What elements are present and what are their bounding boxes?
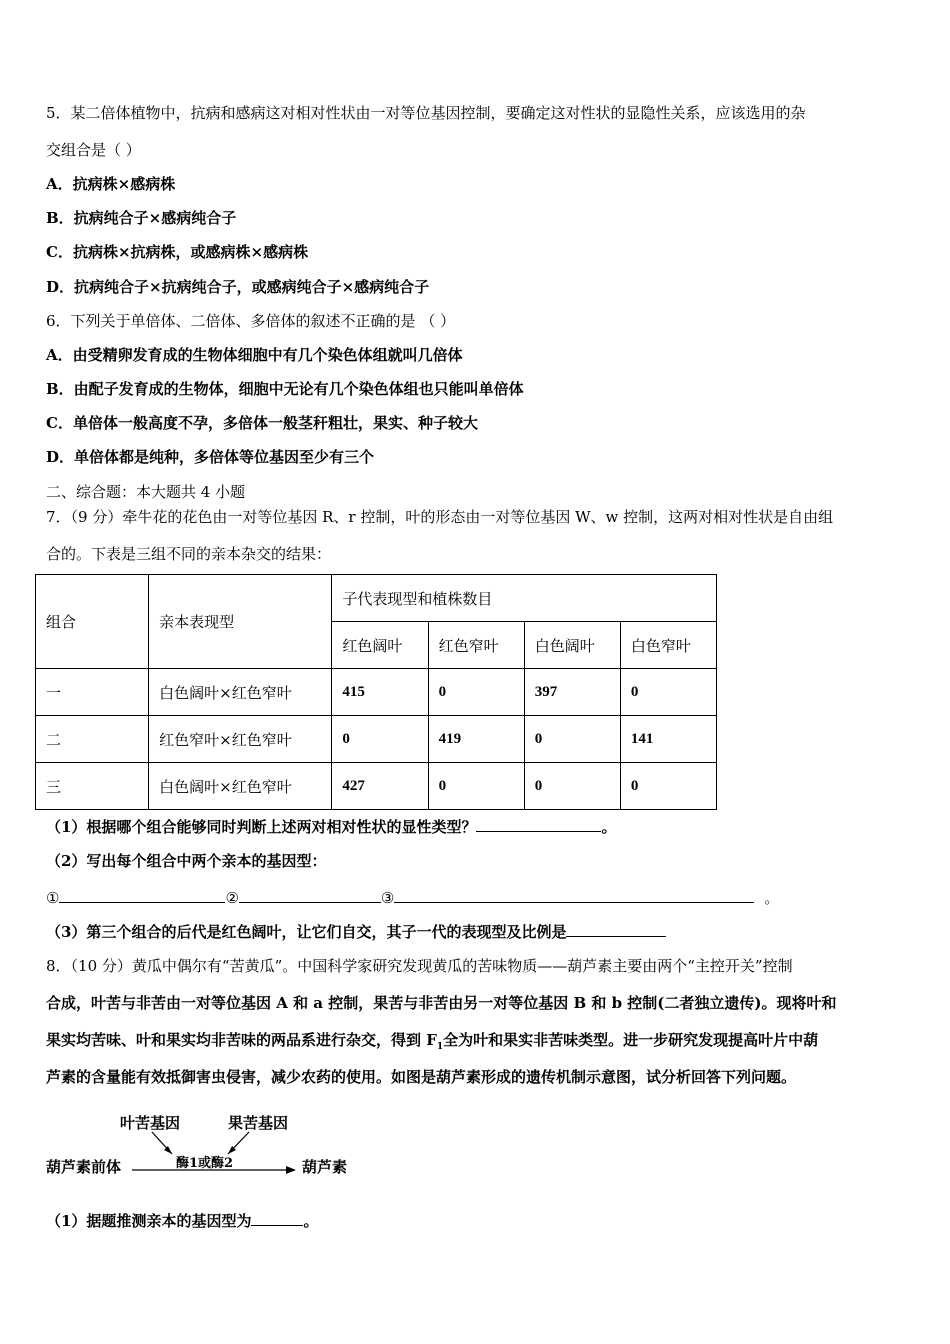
q6-option-d: D．单倍体都是纯种，多倍体等位基因至少有三个 [46, 448, 375, 466]
q7-sub1 [46, 817, 616, 837]
row-group: 二 [36, 716, 149, 763]
q8-line4: 芦素的含量能有效抵御害虫侵害，减少农药的使用。如图是葫芦素形成的遗传机制示意图，试分析回答下列问题。 [46, 1068, 797, 1086]
row-value: 397 [524, 669, 620, 716]
q5-option-d: D．抗病纯合子×抗病纯合子，或感病纯合子×感病纯合子 [46, 278, 430, 296]
row-parent: 白色阔叶×红色窄叶 [149, 669, 332, 716]
cucurbitacin-diagram [44, 1104, 364, 1184]
subheader-red-broad: 红色阔叶 [332, 622, 428, 669]
row-value: 0 [524, 763, 620, 810]
q7-sub3 [46, 922, 666, 942]
q7-sub1-text: （1）根据哪个组合能够同时判断上述两对相对性状的显性类型？ [46, 818, 477, 836]
row-value: 419 [428, 716, 524, 763]
q6-stem: 6．下列关于单倍体、二倍体、多倍体的叙述不正确的是 （ ） [46, 312, 456, 330]
answer-blank[interactable] [394, 888, 754, 903]
q5-stem-line2: 交组合是（ ） [46, 141, 141, 159]
answer-blank[interactable] [566, 922, 666, 937]
q5-stem-line1: 5．某二倍体植物中，抗病和感病这对相对性状由一对等位基因控制，要确定这对性状的显隐性关系，应该选用的杂 [46, 104, 806, 122]
section-heading: 二、综合题：本大题共 4 小题 [46, 483, 246, 501]
q8-line3-sub: 1 [436, 1042, 444, 1052]
q8-line1: 8．（10 分）黄瓜中偶尔有“苦黄瓜”。中国科学家研究发现黄瓜的苦味物质——葫芦素主要由两个“主控开关”控制 [46, 957, 793, 975]
subheader-red-narrow: 红色窄叶 [428, 622, 524, 669]
q8-line2: 合成，叶苦与非苦由一对等位基因 A 和 a 控制，果苦与非苦由另一对等位基因 B 和 b 控制(二者独立遗传)。现将叶和 [46, 994, 837, 1012]
q7-stem-line2: 合的。下表是三组不同的亲本杂交的结果： [46, 545, 332, 563]
q8-line3 [46, 1030, 818, 1057]
row-value: 0 [620, 669, 716, 716]
q8-sub1-text: （1）据题推测亲本的基因型为 [46, 1212, 252, 1230]
q8-line3-b: 全为叶和果实非苦味类型。进一步研究发现提高叶片中葫 [443, 1031, 819, 1049]
header-offspring: 子代表现型和植株数目 [332, 575, 717, 622]
answer-blank[interactable] [476, 817, 601, 832]
fruit-gene-label: 果苦基因 [228, 1114, 289, 1132]
row-value: 0 [620, 763, 716, 810]
row-parent: 红色窄叶×红色窄叶 [149, 716, 332, 763]
leaf-gene-label: 叶苦基因 [120, 1114, 181, 1132]
q8-line3-a: 果实均苦味、叶和果实均非苦味的两品系进行杂交，得到 F [46, 1031, 437, 1049]
row-group: 三 [36, 763, 149, 810]
table-row [36, 716, 717, 763]
q6-option-b: B．由配子发育成的生物体，细胞中无论有几个染色体组也只能叫单倍体 [46, 380, 524, 398]
q6-option-c: C．单倍体一般高度不孕，多倍体一般茎秆粗壮，果实、种子较大 [46, 414, 478, 432]
answer-blank[interactable] [239, 888, 381, 903]
row-value: 415 [332, 669, 428, 716]
enzyme-label: 酶1或酶2 [176, 1156, 234, 1171]
mark-2: ② [225, 889, 239, 907]
row-value: 141 [620, 716, 716, 763]
row-value: 0 [428, 763, 524, 810]
q6-option-a: A．由受精卵发育成的生物体细胞中有几个染色体组就叫几倍体 [46, 346, 463, 364]
q7-sub3-text: （3）第三个组合的后代是红色阔叶，让它们自交，其子一代的表现型及比例是 [46, 923, 567, 941]
precursor-label: 葫芦素前体 [46, 1158, 122, 1176]
mark-3: ③ [380, 889, 395, 907]
table-row [36, 763, 717, 810]
subheader-white-broad: 白色阔叶 [524, 622, 620, 669]
table-row [36, 669, 717, 716]
q8-sub1 [46, 1211, 318, 1231]
header-parent: 亲本表现型 [149, 575, 332, 669]
cross-results-table [35, 574, 717, 810]
mark-1: ① [46, 889, 60, 907]
row-value: 0 [524, 716, 620, 763]
answer-blank[interactable] [251, 1211, 303, 1226]
reaction-arrow-head [286, 1166, 296, 1174]
q5-option-b: B．抗病纯合子×感病纯合子 [46, 209, 237, 227]
q8-sub1-end: 。 [303, 1212, 319, 1230]
q5-option-c: C．抗病株×抗病株，或感病株×感病株 [46, 243, 309, 261]
q7-sub2-end: 。 [764, 889, 780, 907]
product-label: 葫芦素 [302, 1158, 348, 1176]
q7-sub2-blanks [46, 888, 779, 908]
q7-sub1-end: 。 [601, 818, 617, 836]
row-value: 0 [332, 716, 428, 763]
answer-blank[interactable] [59, 888, 225, 903]
subheader-white-narrow: 白色窄叶 [620, 622, 716, 669]
q7-sub2: （2）写出每个组合中两个亲本的基因型： [46, 852, 327, 870]
table-header-row [36, 575, 717, 622]
q7-stem-line1: 7．（9 分）牵牛花的花色由一对等位基因 R、r 控制，叶的形态由一对等位基因 W、w 控制，这两对相对性状是自由组 [46, 508, 834, 526]
row-value: 427 [332, 763, 428, 810]
row-value: 0 [428, 669, 524, 716]
row-parent: 白色阔叶×红色窄叶 [149, 763, 332, 810]
q5-option-a: A．抗病株×感病株 [46, 175, 176, 193]
row-group: 一 [36, 669, 149, 716]
header-group: 组合 [36, 575, 149, 669]
